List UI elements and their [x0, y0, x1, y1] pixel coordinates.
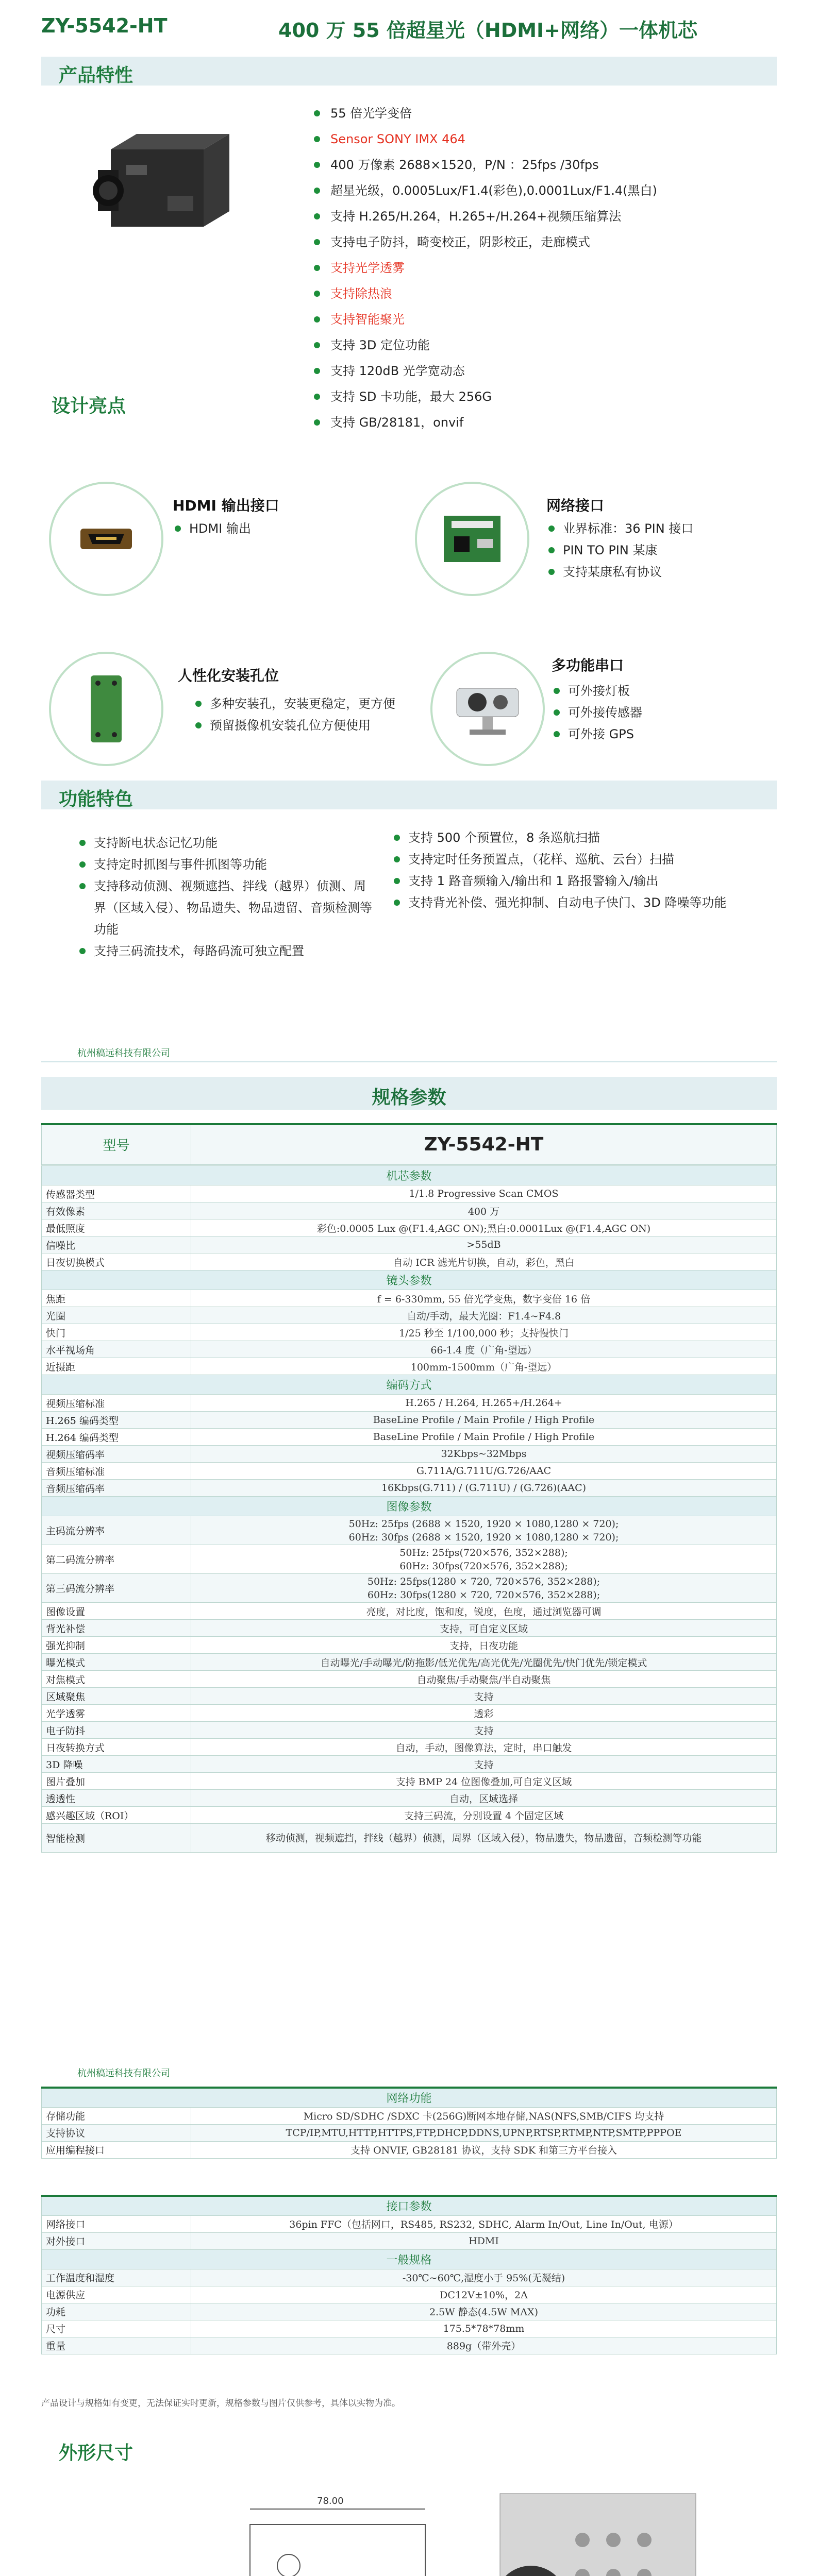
table-row — [42, 2337, 777, 2354]
spec-key: 水平视场角 — [42, 1341, 191, 1358]
spec-value: 透彩 — [191, 1705, 777, 1722]
hdmi-port-icon — [78, 521, 135, 557]
spec-value: 16Kbps(G.711) / (G.711U) / (G.726)(AAC) — [191, 1480, 777, 1497]
table-row — [42, 1463, 777, 1480]
table-row — [42, 1219, 777, 1236]
functions-right-list — [392, 827, 747, 913]
table-row — [42, 2232, 777, 2249]
table-row — [42, 1429, 777, 1446]
serial-circle — [430, 652, 545, 766]
table-row — [42, 1688, 777, 1705]
functions-band — [41, 781, 777, 809]
table-row — [42, 2088, 777, 2107]
spec-key: 感兴趣区域（ROI） — [42, 1807, 191, 1824]
page-header — [0, 0, 818, 57]
spec-key: 焦距 — [42, 1290, 191, 1307]
list-item: 可外接 GPS — [552, 723, 642, 745]
group-header: 一般规格 — [42, 2249, 777, 2269]
feature-item: 支持光学透雾 — [312, 255, 776, 281]
camera-module-image — [90, 129, 245, 258]
spec-key: 图像设置 — [42, 1603, 191, 1620]
table-row — [42, 1480, 777, 1497]
outline-heading: 外形尺寸 — [59, 2443, 133, 2464]
table-row — [42, 1270, 777, 1290]
spec-key: 信噪比 — [42, 1236, 191, 1253]
spec-key: 传感器类型 — [42, 1185, 191, 1202]
spec-table-main — [41, 1165, 777, 1853]
function-item: 支持三码流技术，每路码流可独立配置 — [77, 940, 376, 962]
spec-value: DC12V±10%，2A — [191, 2286, 777, 2303]
highlight-title-mount: 人性化安装孔位 — [178, 667, 279, 684]
spec-key: 支持协议 — [42, 2124, 191, 2141]
table-row — [42, 1185, 777, 1202]
spec-band — [41, 1077, 777, 1110]
function-item: 支持断电状态记忆功能 — [77, 832, 376, 854]
function-item: 支持 500 个预置位，8 条巡航扫描 — [392, 827, 747, 849]
spec-value: 100mm-1500mm（广角-望远） — [191, 1358, 777, 1375]
list-item: 可外接灯板 — [552, 680, 642, 702]
function-item: 支持定时任务预置点，（花样、巡航、云台）扫描 — [392, 849, 747, 870]
spec-key: H.265 编码类型 — [42, 1412, 191, 1429]
spec-value: 1/25 秒至 1/100,000 秒；支持慢快门 — [191, 1324, 777, 1341]
dimension-drawing — [139, 2483, 809, 2576]
spec-value: 400 万 — [191, 1202, 777, 1219]
spec-value: 50Hz: 25fps(720×576, 352×288); 60Hz: 30fps(720×576, 352×288); — [191, 1545, 777, 1574]
spec-key: 功耗 — [42, 2303, 191, 2320]
table-row — [42, 1341, 777, 1358]
table-row — [42, 1603, 777, 1620]
spec-key: 尺寸 — [42, 2320, 191, 2337]
spec-key: 音频压缩标准 — [42, 1463, 191, 1480]
spec-value: HDMI — [191, 2232, 777, 2249]
spec-value: 支持三码流，分别设置 4 个固定区域 — [191, 1807, 777, 1824]
list-item: 多种安装孔，安装更稳定，更方便 — [193, 693, 395, 715]
spec-key: 曝光模式 — [42, 1654, 191, 1671]
spec-key: 视频压缩标准 — [42, 1395, 191, 1412]
list-item: 预留摄像机安装孔位方便使用 — [193, 715, 395, 736]
table-row — [42, 1236, 777, 1253]
spec-key: 强光抑制 — [42, 1637, 191, 1654]
spec-value: 支持 — [191, 1722, 777, 1739]
table-row — [42, 1807, 777, 1824]
function-item: 支持定时抓图与事件抓图等功能 — [77, 854, 376, 875]
table-row — [42, 2249, 777, 2269]
features-band — [41, 57, 777, 86]
table-row — [42, 2303, 777, 2320]
feature-item: 支持 SD 卡功能，最大 256G — [312, 384, 776, 410]
table-row — [42, 1722, 777, 1739]
list-item: PIN TO PIN 某康 — [546, 539, 693, 561]
spec-value: 彩色:0.0005 Lux @(F1.4,AGC ON);黑白:0.0001Lux @(F1.4,AGC ON) — [191, 1219, 777, 1236]
spec-key: H.264 编码类型 — [42, 1429, 191, 1446]
feature-item: Sensor SONY IMX 464 — [312, 126, 776, 152]
spec-value: 自动 ICR 滤光片切换，自动，彩色，黑白 — [191, 1253, 777, 1270]
spec-value: 移动侦测，视频遮挡，拌线（越界）侦测，周界（区域入侵），物品遗失，物品遗留，音频检测等功能 — [191, 1824, 777, 1853]
mount-board-icon — [86, 673, 127, 745]
spec-key: 光学透雾 — [42, 1705, 191, 1722]
spec-key: 有效像素 — [42, 1202, 191, 1219]
width-dimension-label: 78.00 — [317, 2496, 344, 2506]
model-label: 型号 — [42, 1124, 191, 1164]
spec-key: 电子防抖 — [42, 1722, 191, 1739]
table-row — [42, 1620, 777, 1637]
product-title: 400 万 55 倍超星光（HDMI+网络）一体机芯 — [278, 19, 698, 42]
spec-key: 应用编程接口 — [42, 2141, 191, 2158]
features-heading: 产品特性 — [59, 65, 133, 86]
mount-circle — [49, 652, 163, 766]
spec-value: 1/1.8 Progressive Scan CMOS — [191, 1185, 777, 1202]
list-item: 业界标准：36 PIN 接口 — [546, 518, 693, 539]
spec-value: TCP/IP,MTU,HTTP,HTTPS,FTP,DHCP,DDNS,UPNP,RTSP,RTMP,NTP,SMTP,PPPOE — [191, 2124, 777, 2141]
company-name-2: 杭州稿远科技有限公司 — [77, 2068, 170, 2079]
spec-key: 重量 — [42, 2337, 191, 2354]
function-item: 支持 1 路音频输入/输出和 1 路报警输入/输出 — [392, 870, 747, 892]
table-row — [42, 1307, 777, 1324]
spec-value: 支持 ONVIF, GB28181 协议，支持 SDK 和第三方平台接入 — [191, 2141, 777, 2158]
spec-key: 电源供应 — [42, 2286, 191, 2303]
table-row — [42, 1756, 777, 1773]
spec-value: -30℃~60℃,湿度小于 95%(无凝结) — [191, 2269, 777, 2286]
feature-item: 支持电子防抖，畸变校正，阴影校正，走廊模式 — [312, 229, 776, 255]
table-row — [42, 1358, 777, 1375]
spec-value: BaseLine Profile / Main Profile / High Profile — [191, 1429, 777, 1446]
spec-value: 支持 BMP 24 位图像叠加,可自定义区域 — [191, 1773, 777, 1790]
spec-key: 智能检测 — [42, 1824, 191, 1853]
table-row — [42, 1516, 777, 1545]
table-row — [42, 2320, 777, 2337]
spec-value: 175.5*78*78mm — [191, 2320, 777, 2337]
spec-key: 区域聚焦 — [42, 1688, 191, 1705]
spec-key: 快门 — [42, 1324, 191, 1341]
highlight-list-hdmi — [173, 518, 251, 539]
spec-value: 自动曝光/手动曝光/防拖影/低光优先/高光优先/光圈优先/快门优先/锁定模式 — [191, 1654, 777, 1671]
spec-key: 光圈 — [42, 1307, 191, 1324]
design-highlight-tag: 设计亮点 — [52, 396, 126, 417]
table-row — [42, 1773, 777, 1790]
spec-key: 视频压缩码率 — [42, 1446, 191, 1463]
spec-key: 对焦模式 — [42, 1671, 191, 1688]
table-row — [42, 1395, 777, 1412]
highlight-list-mount — [193, 693, 395, 736]
feature-item: 55 倍光学变倍 — [312, 100, 776, 126]
spec-key: 第二码流分辨率 — [42, 1545, 191, 1574]
spec-key: 背光补偿 — [42, 1620, 191, 1637]
table-row — [42, 1739, 777, 1756]
spec-value: 36pin FFC（包括网口，RS485, RS232, SDHC, Alarm In/Out, Line In/Out, 电源） — [191, 2215, 777, 2232]
spec-key: 对外接口 — [42, 2232, 191, 2249]
table-row — [42, 1166, 777, 1185]
spec-key: 图片叠加 — [42, 1773, 191, 1790]
hdmi-circle — [49, 482, 163, 596]
spec-value: 自动聚焦/手动聚焦/半自动聚焦 — [191, 1671, 777, 1688]
feature-item: 支持 3D 定位功能 — [312, 332, 776, 358]
highlight-title-hdmi: HDMI 输出接口 — [173, 497, 279, 514]
table-row — [42, 1375, 777, 1395]
spec-key: 透透性 — [42, 1790, 191, 1807]
table-row — [42, 2124, 777, 2141]
table-row — [42, 1412, 777, 1429]
spec-key: 最低照度 — [42, 1219, 191, 1236]
feature-list — [312, 100, 776, 435]
spec-key: 3D 降噪 — [42, 1756, 191, 1773]
spec-table-interface — [41, 2195, 777, 2354]
table-row — [42, 1253, 777, 1270]
highlight-list-network — [546, 518, 693, 583]
spec-value: 32Kbps~32Mbps — [191, 1446, 777, 1463]
table-row — [42, 1705, 777, 1722]
spec-value: 2.5W 静态(4.5W MAX) — [191, 2303, 777, 2320]
table-row — [42, 1824, 777, 1853]
table-row — [42, 1290, 777, 1307]
spec-value: BaseLine Profile / Main Profile / High Profile — [191, 1412, 777, 1429]
table-row — [42, 1202, 777, 1219]
table-row — [42, 1671, 777, 1688]
spec-value: H.265 / H.264, H.265+/H.264+ — [191, 1395, 777, 1412]
group-header: 图像参数 — [42, 1497, 777, 1516]
spec-value: 50Hz: 25fps (2688 × 1520, 1920 × 1080,1280 × 720); 60Hz: 30fps (2688 × 1520, 1920 × 1080,1280 × 720); — [191, 1516, 777, 1545]
table-row — [42, 1446, 777, 1463]
feature-item: 400 万像素 2688×1520，P/N ：25fps /30fps — [312, 152, 776, 178]
disclaimer-note: 产品设计与规格如有变更，无法保证实时更新，规格参数与图片仅供参考，具体以实物为准。 — [41, 2398, 400, 2409]
table-row — [42, 1790, 777, 1807]
spec-key: 主码流分辨率 — [42, 1516, 191, 1545]
feature-item: 支持 H.265/H.264，H.265+/H.264+视频压缩算法 — [312, 204, 776, 229]
highlight-list-serial — [552, 680, 642, 745]
table-row — [42, 1574, 777, 1603]
spec-value: 支持，可自定义区域 — [191, 1620, 777, 1637]
ptz-camera-icon — [446, 678, 529, 740]
spec-key: 存储功能 — [42, 2107, 191, 2124]
table-row — [42, 1654, 777, 1671]
table-row — [42, 1637, 777, 1654]
spec-value: 支持 — [191, 1688, 777, 1705]
spec-key: 音频压缩码率 — [42, 1480, 191, 1497]
table-row — [42, 2286, 777, 2303]
spec-key: 网络接口 — [42, 2215, 191, 2232]
spec-value: f = 6-330mm, 55 倍光学变焦，数字变倍 16 倍 — [191, 1290, 777, 1307]
spec-value: 自动/手动，最大光圈：F1.4~F4.8 — [191, 1307, 777, 1324]
table-row — [42, 1497, 777, 1516]
spec-value: Micro SD/SDHC /SDXC 卡(256G)断网本地存储,NAS(NFS,SMB/CIFS 均支持 — [191, 2107, 777, 2124]
spec-value: 889g（带外壳） — [191, 2337, 777, 2354]
company-name: 杭州稿远科技有限公司 — [77, 1048, 170, 1059]
spec-key: 工作温度和湿度 — [42, 2269, 191, 2286]
highlight-title-network: 网络接口 — [546, 497, 605, 514]
table-row — [42, 2141, 777, 2158]
list-item: 支持某康私有协议 — [546, 561, 693, 583]
spec-key: 第三码流分辨率 — [42, 1574, 191, 1603]
table-row — [42, 1545, 777, 1574]
group-header: 镜头参数 — [42, 1270, 777, 1290]
function-item: 支持背光补偿、强光抑制、自动电子快门、3D 降噪等功能 — [392, 892, 747, 913]
model-table — [41, 1123, 777, 1165]
model-value: ZY-5542-HT — [191, 1124, 777, 1164]
model-number: ZY-5542-HT — [41, 14, 168, 37]
spec-key: 日夜切换模式 — [42, 1253, 191, 1270]
group-header: 机芯参数 — [42, 1166, 777, 1185]
spec-value: 66-1.4 度（广角-望远） — [191, 1341, 777, 1358]
spec-table-network — [41, 2087, 777, 2159]
spec-key: 近摄距 — [42, 1358, 191, 1375]
table-row — [42, 2196, 777, 2215]
feature-item: 支持 GB/28181，onvif — [312, 410, 776, 435]
table-row — [42, 1324, 777, 1341]
feature-item: 支持除热浪 — [312, 281, 776, 307]
list-item: HDMI 输出 — [173, 518, 251, 539]
spec-value: >55dB — [191, 1236, 777, 1253]
divider — [41, 1061, 777, 1062]
network-circle — [415, 482, 529, 596]
feature-item: 支持智能聚光 — [312, 307, 776, 332]
group-header: 接口参数 — [42, 2196, 777, 2215]
group-header: 网络功能 — [42, 2088, 777, 2107]
spec-value: 自动，手动，图像算法，定时，串口触发 — [191, 1739, 777, 1756]
spec-value: 支持 — [191, 1756, 777, 1773]
spec-value: G.711A/G.711U/G.726/AAC — [191, 1463, 777, 1480]
feature-item: 超星光级，0.0005Lux/F1.4(彩色),0.0001Lux/F1.4(黑白) — [312, 178, 776, 204]
highlight-title-serial: 多功能串口 — [552, 657, 624, 674]
spec-value: 支持，日夜功能 — [191, 1637, 777, 1654]
spec-value: 50Hz: 25fps(1280 × 720, 720×576, 352×288); 60Hz: 30fps(1280 × 720, 720×576, 352×288); — [191, 1574, 777, 1603]
feature-item: 支持 120dB 光学宽动态 — [312, 358, 776, 384]
table-row — [42, 1124, 777, 1164]
circuit-board-icon — [439, 511, 506, 567]
spec-value: 亮度，对比度，饱和度，锐度，色度，通过浏览器可调 — [191, 1603, 777, 1620]
group-header: 编码方式 — [42, 1375, 777, 1395]
table-row — [42, 2269, 777, 2286]
function-item: 支持移动侦测、视频遮挡、拌线（越界）侦测、周界（区域入侵）、物品遗失、物品遗留、音频检测等功能 — [77, 875, 376, 940]
functions-left-list — [77, 832, 376, 962]
spec-heading: 规格参数 — [372, 1087, 446, 1108]
functions-heading: 功能特色 — [59, 789, 133, 810]
list-item: 可外接传感器 — [552, 702, 642, 723]
spec-key: 日夜转换方式 — [42, 1739, 191, 1756]
outline-band — [41, 2434, 777, 2463]
table-row — [42, 2215, 777, 2232]
table-row — [42, 2107, 777, 2124]
spec-value: 自动，区域选择 — [191, 1790, 777, 1807]
